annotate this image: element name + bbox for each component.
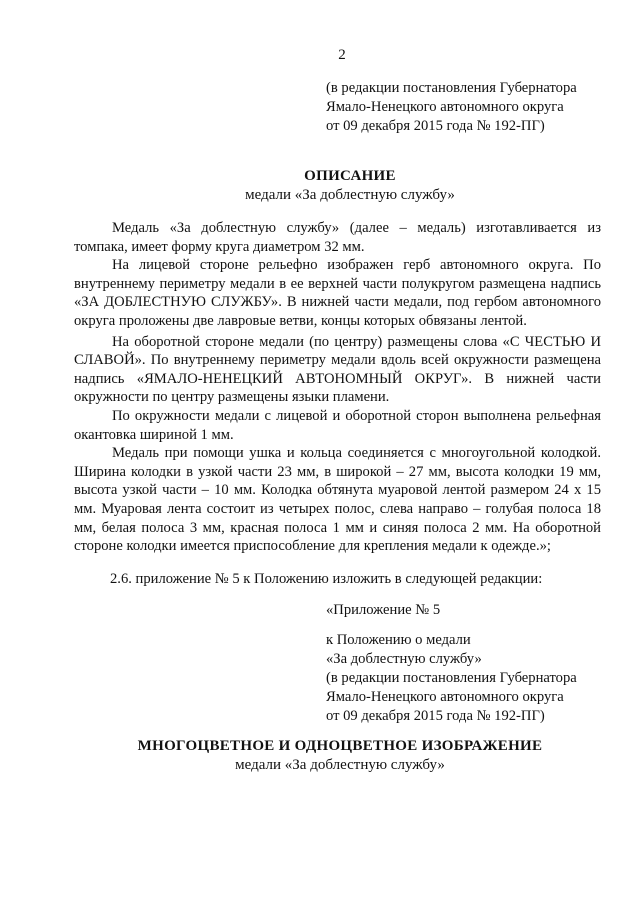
appendix-line: Ямало-Ненецкого автономного округа: [326, 689, 564, 705]
appendix-line: к Положению о медали: [326, 632, 471, 648]
header-line: (в редакции постановления Губернатора: [326, 80, 577, 96]
page-number: 2: [338, 47, 346, 63]
paragraph: На лицевой стороне рельефно изображен герб автономного округа. По внутреннему периметру медали в ее верхней части полукругом размещена надпись «ЗА ДОБЛЕСТНУЮ СЛУЖБУ». В нижней части медали, под гербом автономного округа проложены две лавровые ветви, концы которых обвязаны лентой.: [74, 257, 601, 329]
paragraph: По окружности медали с лицевой и оборотной сторон выполнена рельефная окантовка шириной 1 мм.: [74, 407, 601, 443]
appendix-block: [326, 601, 577, 726]
header-line: Ямало-Ненецкого автономного округа: [326, 99, 564, 115]
paragraph: На оборотной стороне медали (по центру) размещены слова «С ЧЕСТЬЮ И СЛАВОЙ». По внутреннему периметру медали вдоль всей окружности размещена надпись «ЯМАЛО-НЕНЕЦКИЙ АВТОНОМНЫЙ ОКРУГ». В нижней части окружности по центру размещены языки пламени.: [74, 333, 601, 406]
paragraph: Медаль при помощи ушка и кольца соединяется с многоугольной колодкой. Ширина колодки в узкой части 23 мм, в широкой – 27 мм, высота колодки 19 мм, высота узкой части – 10 мм. Колодка обтянута муаровой лентой размером 24 х 15 мм. Муаровая лента состоит из четырех полос, слева направо – голубая полоса 18 мм, белая полоса 3 мм, красная полоса 1 мм и синяя полоса 2 мм. На оборотной стороне колодки имеется приспособление для крепления медали к одежде.»;: [74, 445, 601, 555]
description-title: ОПИСАНИЕ: [304, 168, 396, 184]
description-subtitle: медали «За доблестную службу»: [245, 187, 455, 203]
appendix-heading: «Приложение № 5: [326, 602, 441, 618]
appendix-line: (в редакции постановления Губернатора: [326, 670, 577, 686]
image-section-subtitle: медали «За доблестную службу»: [235, 757, 445, 773]
amendment-line: 2.6. приложение № 5 к Положению изложить в следующей редакции:: [110, 571, 543, 587]
header-line: от 09 декабря 2015 года № 192-ПГ): [326, 118, 545, 134]
header-edition-block: [326, 79, 577, 136]
appendix-line: от 09 декабря 2015 года № 192-ПГ): [326, 708, 545, 724]
appendix-line: «За доблестную службу»: [326, 651, 482, 667]
paragraph: Медаль «За доблестную службу» (далее – медаль) изготавливается из томпака, имеет форму круга диаметром 32 мм.: [74, 220, 601, 255]
description-body: [74, 219, 601, 556]
image-section-title: МНОГОЦВЕТНОЕ И ОДНОЦВЕТНОЕ ИЗОБРАЖЕНИЕ: [137, 738, 543, 754]
